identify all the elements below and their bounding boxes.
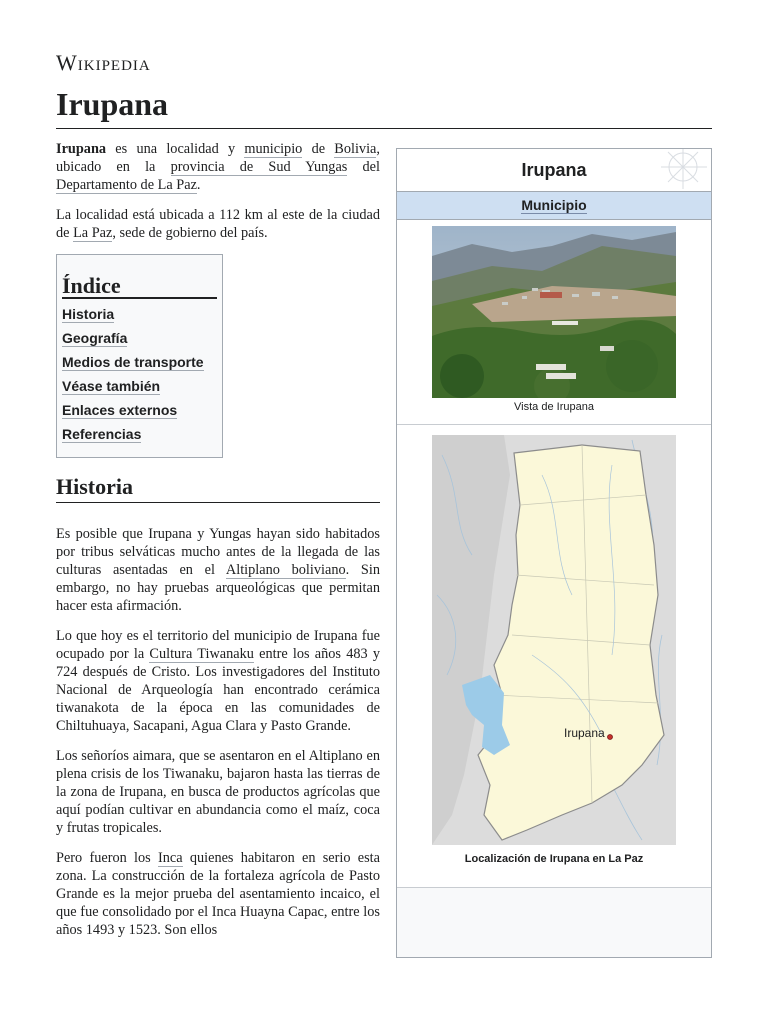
toc-item-medios-de-transporte[interactable]: Medios de transporte [62, 354, 204, 370]
infobox-photo-cell [397, 220, 711, 425]
link-municipio-category[interactable]: Municipio [521, 197, 587, 213]
photo-caption: Vista de Irupana [514, 401, 594, 413]
compass-rose-icon [621, 149, 711, 191]
toc-item-historia[interactable]: Historia [62, 306, 115, 322]
link-departamento-la-paz[interactable]: Departamento de La Paz [56, 177, 197, 193]
page-title: Irupana [56, 84, 712, 129]
intro-paragraph-1 [56, 140, 380, 194]
intro-paragraph-2 [56, 206, 380, 242]
toc-item-enlaces-externos[interactable]: Enlaces externos [62, 402, 178, 418]
historia-paragraph-3: Los señoríos aimara, que se asentaron en el Altiplano en plena crisis de los Tiwanaku, bajaron hasta las tierras de la zona de Irupana, en busca de productos agrícolas que aquí podían cultivar en abundancia como el maíz, coca y frutas tropicales. [56, 748, 380, 836]
section-heading-historia: Historia [56, 478, 380, 503]
toc-item-geografia[interactable]: Geografía [62, 330, 128, 346]
text: de [302, 141, 335, 157]
historia-paragraph-4 [56, 849, 380, 939]
toc-item-vease-tambien[interactable]: Véase también [62, 378, 161, 394]
article-body [56, 140, 380, 951]
article-subject: Irupana [56, 141, 107, 157]
link-altiplano-boliviano[interactable]: Altiplano boliviano [225, 562, 346, 578]
text: del [347, 159, 380, 175]
wikipedia-wordmark[interactable]: Wikipedia [56, 50, 151, 75]
text: . Sin embargo, no hay pruebas arqueológicas que permitan hacer esta afirmación. [56, 562, 380, 614]
text: Es posible que Irupana y Yungas hayan sido habitados por tribus selváticas mucho antes de la llegada de las culturas asentadas en el [56, 526, 380, 578]
town-photo[interactable] [432, 226, 676, 398]
map-caption: Localización de Irupana en La Paz [464, 853, 644, 865]
text: La localidad está ubicada a 112 km al este de la ciudad de [56, 207, 380, 241]
historia-paragraph-1 [56, 525, 380, 615]
location-map[interactable] [432, 435, 676, 845]
text: , ubicado en la [56, 141, 380, 175]
toc-item-referencias[interactable]: Referencias [62, 426, 142, 442]
text: es una localidad y [106, 141, 245, 157]
link-sud-yungas[interactable]: provincia de Sud Yungas [170, 159, 348, 175]
text: Pero fueron los [56, 850, 158, 866]
infobox-title [397, 149, 711, 192]
map-label-irupana: Irupana [564, 726, 605, 740]
text: , sede de gobierno del país. [112, 225, 268, 241]
infobox-title-text: Irupana [521, 160, 587, 180]
link-cultura-tiwanaku[interactable]: Cultura Tiwanaku [149, 646, 254, 662]
historia-paragraph-2 [56, 627, 380, 735]
link-inca[interactable]: Inca [157, 850, 183, 866]
infobox [396, 148, 712, 958]
infobox-subtitle [397, 192, 711, 220]
text: . [196, 177, 201, 193]
link-bolivia[interactable]: Bolivia [334, 141, 377, 157]
text: Lo que hoy es el territorio del municipio de Irupana fue ocupado por la [56, 628, 380, 662]
toc-title: Índice [62, 277, 217, 299]
table-of-contents [56, 254, 223, 458]
text: quienes habitaron en serio esta zona. La construcción de la fortaleza agrícola de Pasto Grande es la mejor prueba del asentamiento incaico, el que fue consolidado por el Inca Huayna Capac, entre los años 1493 y 1523. Son ellos [56, 850, 381, 938]
link-municipio[interactable]: municipio [244, 141, 303, 157]
text: entre los años 483 y 724 después de Cristo. Los investigadores del Instituto Nacional de Arqueología han encontrado cerámica tiwanakota de la época en las comunidades de Chiltuhuaya, Sacapani, Agua Clara y Pasto Grande. [56, 646, 380, 734]
link-la-paz[interactable]: La Paz [73, 225, 113, 241]
infobox-map-cell [397, 425, 711, 888]
